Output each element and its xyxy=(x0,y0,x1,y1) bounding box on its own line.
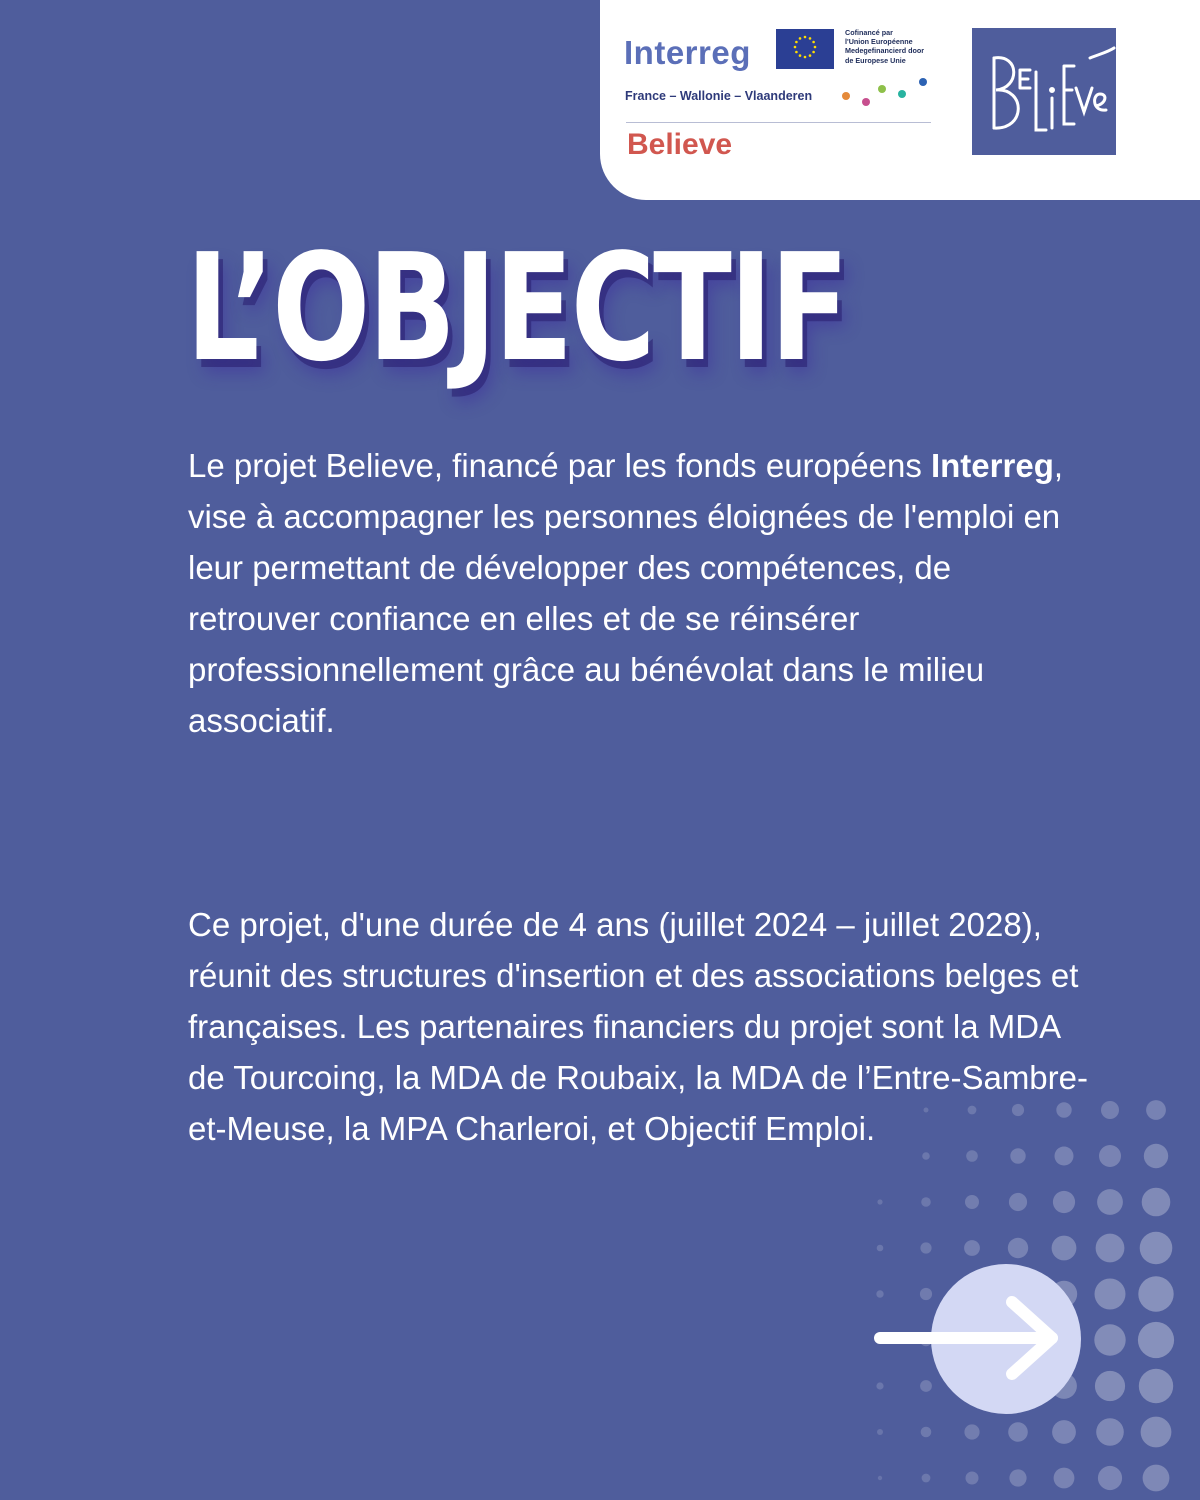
intro-text-bold: Interreg xyxy=(930,447,1054,484)
eu-cofinancing-text xyxy=(845,28,955,65)
decor-dot xyxy=(1009,1469,1026,1486)
decor-dot xyxy=(1144,1144,1168,1168)
decor-dot xyxy=(920,1242,931,1253)
decor-dot xyxy=(1098,1466,1122,1490)
page-title: L’OBJECTIF xyxy=(186,222,847,394)
decor-dot xyxy=(877,1199,882,1204)
decor-dot xyxy=(1008,1422,1028,1442)
decor-dot xyxy=(1095,1371,1125,1401)
decor-dot xyxy=(1009,1193,1027,1211)
intro-text-end: , vise à accompagner les personnes éloignées de l'emploi en leur permettant de développer des compétences, de retrouver confiance en elles et de se réinsérer professionnellement grâce au bénévolat dans le milieu associatif. xyxy=(188,447,1064,739)
decor-dot xyxy=(1138,1322,1174,1358)
decor-dot xyxy=(1095,1279,1126,1310)
details-paragraph: Ce projet, d'une durée de 4 ans (juillet 2024 – juillet 2028), réunit des structures d'insertion et des associations belges et françaises. Les partenaires financiers du projet sont la MDA de Tourcoing, la MDA de Roubaix, la MDA de l’Entre-Sambre-et-Meuse, la MPA Charleroi, et Objectif Emploi. xyxy=(188,906,1088,1147)
decor-dot xyxy=(1096,1234,1125,1263)
decor-dot xyxy=(1052,1236,1077,1261)
decor-dot xyxy=(1052,1420,1076,1444)
decor-dot xyxy=(964,1424,979,1439)
interreg-dots-icon xyxy=(836,74,932,110)
decor-dot xyxy=(1101,1101,1119,1119)
decor-dot xyxy=(1053,1191,1075,1213)
eu-flag-icon xyxy=(776,29,834,69)
eu-line: de Europese Unie xyxy=(845,55,906,65)
decor-dot xyxy=(922,1474,931,1483)
decor-dot xyxy=(1141,1417,1172,1448)
decor-dot xyxy=(1143,1465,1170,1492)
believe-logo xyxy=(972,28,1116,155)
eu-line: Medegefinancierd door xyxy=(845,46,925,56)
decor-dot xyxy=(1146,1100,1166,1120)
decor-dot xyxy=(1142,1188,1171,1217)
eu-line: l'Union Européenne xyxy=(845,37,913,47)
decor-dot xyxy=(1096,1418,1124,1446)
header-divider xyxy=(626,122,931,123)
region-label: France – Wallonie – Vlaanderen xyxy=(625,89,813,103)
intro-text-start: Le projet Believe, financé par les fonds européens xyxy=(188,447,931,484)
decor-dot xyxy=(878,1476,882,1480)
decor-dot xyxy=(966,1472,979,1485)
decor-dot xyxy=(964,1240,980,1256)
decor-dot xyxy=(1138,1276,1173,1311)
decor-dot xyxy=(877,1429,883,1435)
decor-dot xyxy=(1099,1145,1121,1167)
decor-dot xyxy=(1140,1232,1173,1265)
decor-dot xyxy=(965,1195,979,1209)
intro-paragraph xyxy=(188,440,1088,746)
interreg-logo: Interreg xyxy=(624,34,751,71)
arrow-right-icon[interactable] xyxy=(872,1290,1062,1386)
decor-dot xyxy=(1054,1468,1075,1489)
decor-dot xyxy=(1097,1189,1123,1215)
decor-dot xyxy=(1008,1238,1028,1258)
eu-line: Cofinancé par xyxy=(845,28,893,37)
decor-dot xyxy=(1094,1324,1125,1355)
decor-dot xyxy=(877,1245,884,1252)
project-name: Believe xyxy=(627,128,733,161)
decor-dot xyxy=(921,1197,931,1207)
decor-dot xyxy=(1139,1369,1173,1403)
decor-dot xyxy=(921,1427,932,1438)
